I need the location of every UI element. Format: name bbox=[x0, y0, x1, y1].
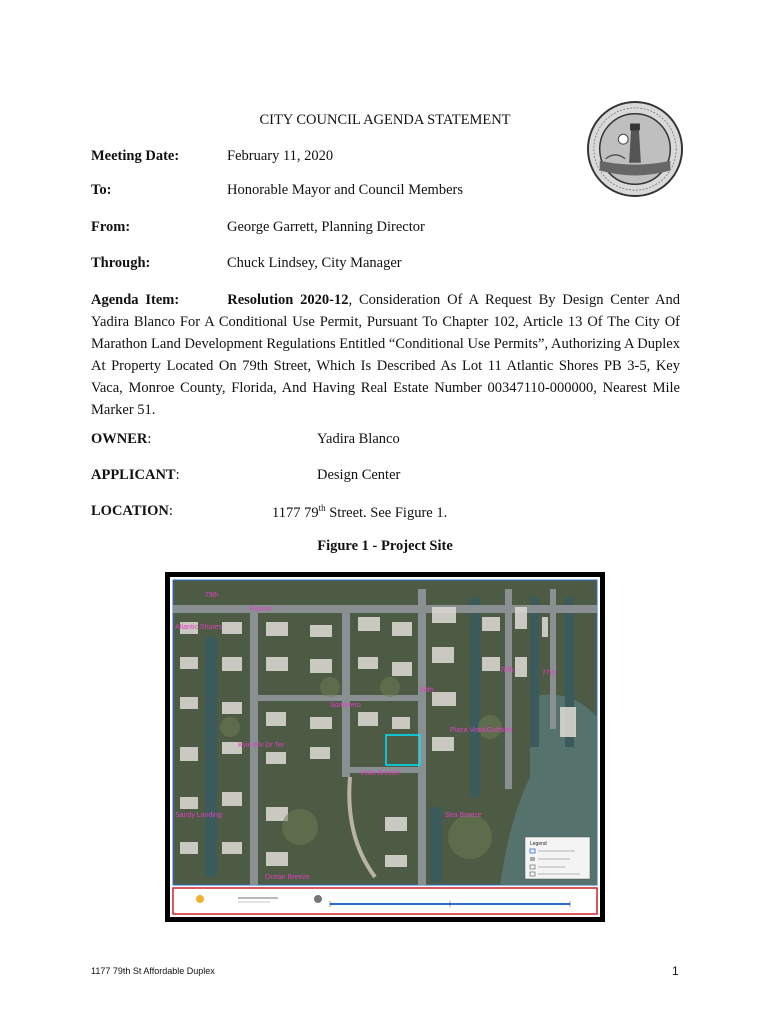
location-value: 1177 79th Street. See Figure 1. bbox=[272, 503, 448, 521]
footer-document-title: 1177 79th St Affordable Duplex bbox=[91, 966, 215, 976]
svg-text:Palmer: Palmer bbox=[250, 606, 273, 613]
from-label: From: bbox=[91, 219, 131, 235]
svg-text:Sea Breeze: Sea Breeze bbox=[445, 812, 482, 819]
svg-text:Legend: Legend bbox=[530, 841, 547, 847]
svg-text:79th: 79th bbox=[205, 592, 219, 599]
through-label: Through: bbox=[91, 255, 151, 271]
resolution-number: Resolution 2020-12 bbox=[227, 292, 349, 308]
svg-text:Atlantic Shores: Atlantic Shores bbox=[175, 624, 223, 631]
figure-title: Figure 1 - Project Site bbox=[317, 538, 453, 554]
page-heading: CITY COUNCIL AGENDA STATEMENT bbox=[259, 112, 511, 128]
svg-text:80th: 80th bbox=[420, 687, 434, 694]
city-seal-icon bbox=[586, 100, 684, 198]
svg-text:77th: 77th bbox=[542, 670, 556, 677]
owner-value: Yadira Blanco bbox=[317, 431, 400, 447]
agenda-item-label: Agenda Item: bbox=[91, 292, 180, 308]
agenda-item-text: , Consideration Of A Request By Design Center And Yadira Blanco For A Conditional Use Permit, Pursuant To Chapter 102, Article 13 Of The City Of Marathon Land Development Regulations Entitled “Conditional Use Permits”, Authorizing A Duplex At Property Located On 79th Street, Which Is Described As Lot 11 Atlantic Shores PB 3-5, Key Vaca, Monroe County, Florida, And Having Real Estate Number 00347110-000000, Nearest Mile Marker 51. bbox=[91, 292, 680, 418]
owner-label: OWNER: bbox=[91, 431, 152, 447]
agenda-item-paragraph bbox=[91, 289, 680, 421]
svg-text:Vista Breeze: Vista Breeze bbox=[360, 770, 400, 777]
svg-text:Sombrero: Sombrero bbox=[330, 702, 361, 709]
svg-text:Plaza Vista/Gulfside: Plaza Vista/Gulfside bbox=[450, 727, 513, 734]
svg-text:Ocean Breeze: Ocean Breeze bbox=[265, 874, 310, 881]
svg-text:Sandy Landing: Sandy Landing bbox=[175, 812, 222, 819]
meeting-date-value: February 11, 2020 bbox=[227, 148, 334, 164]
location-label: LOCATION: bbox=[91, 503, 173, 519]
to-label: To: bbox=[91, 182, 112, 198]
applicant-value: Design Center bbox=[317, 467, 401, 483]
svg-text:Kyle Blv Dr Ter: Kyle Blv Dr Ter bbox=[238, 742, 285, 749]
project-site-map bbox=[165, 572, 605, 922]
meeting-date-label: Meeting Date: bbox=[91, 148, 180, 164]
to-value: Honorable Mayor and Council Members bbox=[227, 182, 463, 198]
through-value: Chuck Lindsey, City Manager bbox=[227, 255, 402, 271]
aerial-map-image bbox=[170, 577, 600, 917]
applicant-label: APPLICANT: bbox=[91, 467, 180, 483]
svg-text:78th: 78th bbox=[500, 667, 514, 674]
from-value: George Garrett, Planning Director bbox=[227, 219, 425, 235]
page-number: 1 bbox=[672, 964, 679, 978]
